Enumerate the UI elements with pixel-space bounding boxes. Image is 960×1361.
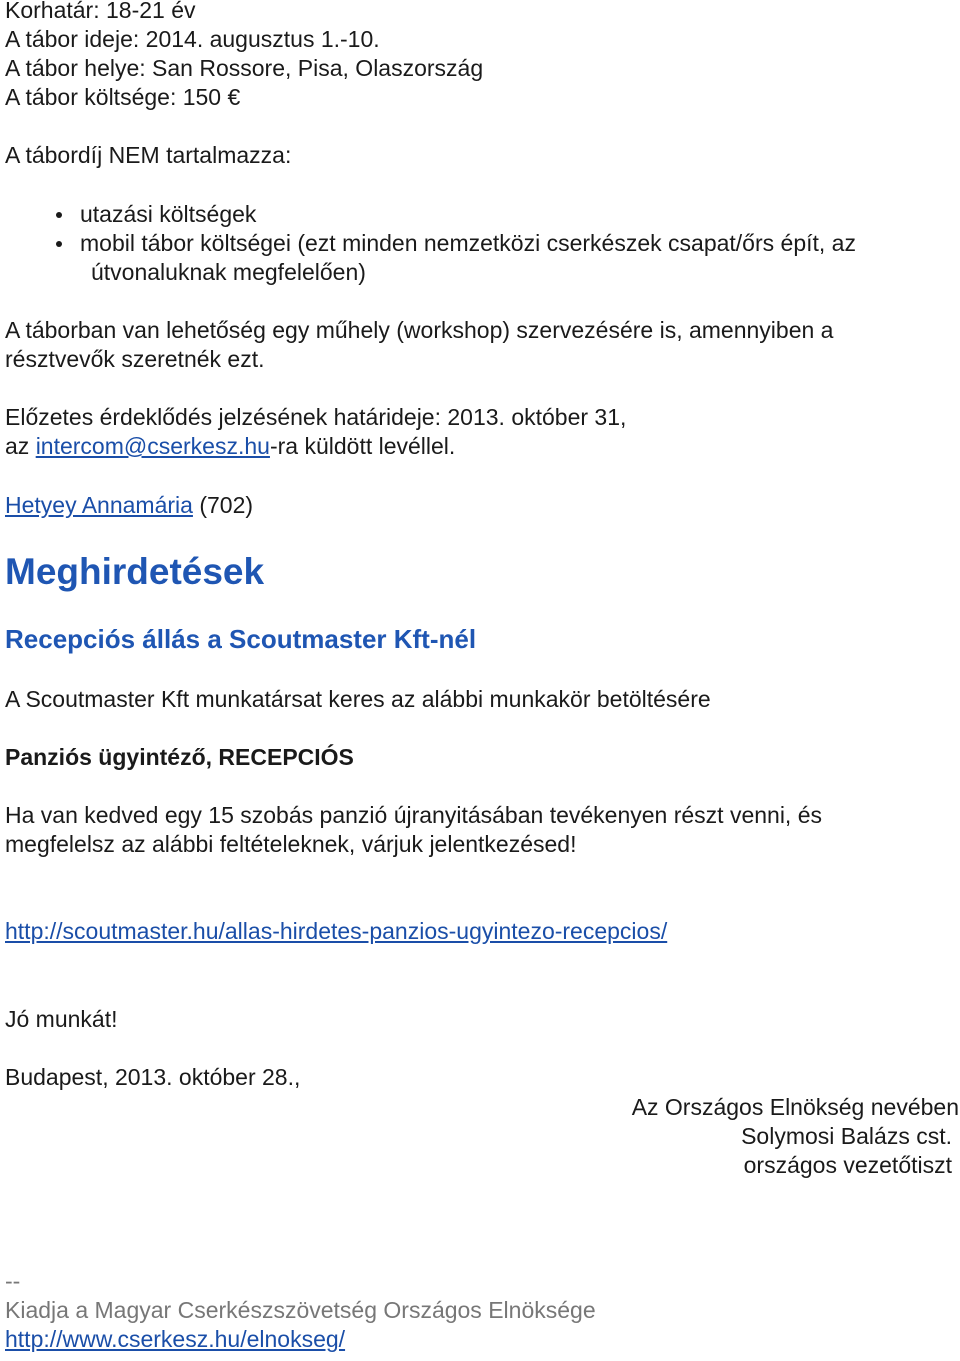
camp-age: Korhatár: 18-21 év xyxy=(5,0,196,23)
ads-link-line xyxy=(5,917,667,946)
camp-place: A tábor helye: San Rossore, Pisa, Olaszország xyxy=(5,55,484,81)
excludes-list xyxy=(0,200,856,287)
footer-publisher: Kiadja a Magyar Cserkészszövetség Országos Elnöksége xyxy=(5,1297,596,1323)
excludes-heading: A tábordíj NEM tartalmazza: xyxy=(5,142,292,168)
list-item-text: mobil tábor költségei (ezt minden nemzetközi cserkészek csapat/őrs épít, az xyxy=(80,230,856,256)
ads-title: Meghirdetések xyxy=(5,551,265,592)
list-item-text-continued: útvonaluknak megfelelően) xyxy=(91,259,366,285)
deadline-line-2 xyxy=(5,432,455,461)
closing-wish: Jó munkát! xyxy=(5,1006,118,1032)
elnokseg-link[interactable]: http://www.cserkesz.hu/elnokseg/ xyxy=(5,1326,346,1352)
contact-code: (702) xyxy=(192,492,254,518)
camp-dates: A tábor ideje: 2014. augusztus 1.-10. xyxy=(5,26,380,52)
camp-cost: A tábor költsége: 150 € xyxy=(5,84,241,110)
closing-place-date: Budapest, 2013. október 28., xyxy=(5,1064,301,1090)
footer-link-line xyxy=(5,1325,345,1354)
list-item-text: utazási költségek xyxy=(80,201,257,227)
workshop-line-1: A táborban van lehetőség egy műhely (workshop) szervezésére is, amennyiben a xyxy=(5,317,834,343)
bullet-icon xyxy=(56,241,62,247)
bullet-icon xyxy=(56,212,62,218)
signature-line-3: országos vezetőtiszt xyxy=(743,1152,952,1178)
ads-intro: A Scoutmaster Kft munkatársat keres az alábbi munkakör betöltésére xyxy=(5,686,711,712)
deadline-suffix: -ra küldött levéllel. xyxy=(269,433,456,459)
deadline-line-1: Előzetes érdeklődés jelzésének határideje: 2013. október 31, xyxy=(5,404,627,430)
list-item xyxy=(0,229,856,287)
footer-separator: -- xyxy=(5,1268,21,1294)
workshop-line-2: résztvevők szeretnék ezt. xyxy=(5,346,265,372)
contact-name-link[interactable]: Hetyey Annamária xyxy=(5,492,193,518)
scoutmaster-link[interactable]: http://scoutmaster.hu/allas-hirdetes-panzios-ugyintezo-recepcios/ xyxy=(5,918,668,944)
ads-body-line-2: megfelelsz az alábbi feltételeknek, várjuk jelentkezésed! xyxy=(5,831,577,857)
list-item xyxy=(0,200,856,229)
signature-line-2: Solymosi Balázs cst. xyxy=(741,1123,952,1149)
signature-line-1: Az Országos Elnökség nevében xyxy=(631,1094,959,1120)
ads-subtitle: Recepciós állás a Scoutmaster Kft-nél xyxy=(5,624,477,654)
contact-line xyxy=(5,491,253,520)
ads-position: Panziós ügyintéző, RECEPCIÓS xyxy=(5,744,354,770)
intercom-email-link[interactable]: intercom@cserkesz.hu xyxy=(35,433,270,459)
ads-body-line-1: Ha van kedved egy 15 szobás panzió újranyitásában tevékenyen részt venni, és xyxy=(5,802,823,828)
deadline-prefix: az xyxy=(5,433,36,459)
